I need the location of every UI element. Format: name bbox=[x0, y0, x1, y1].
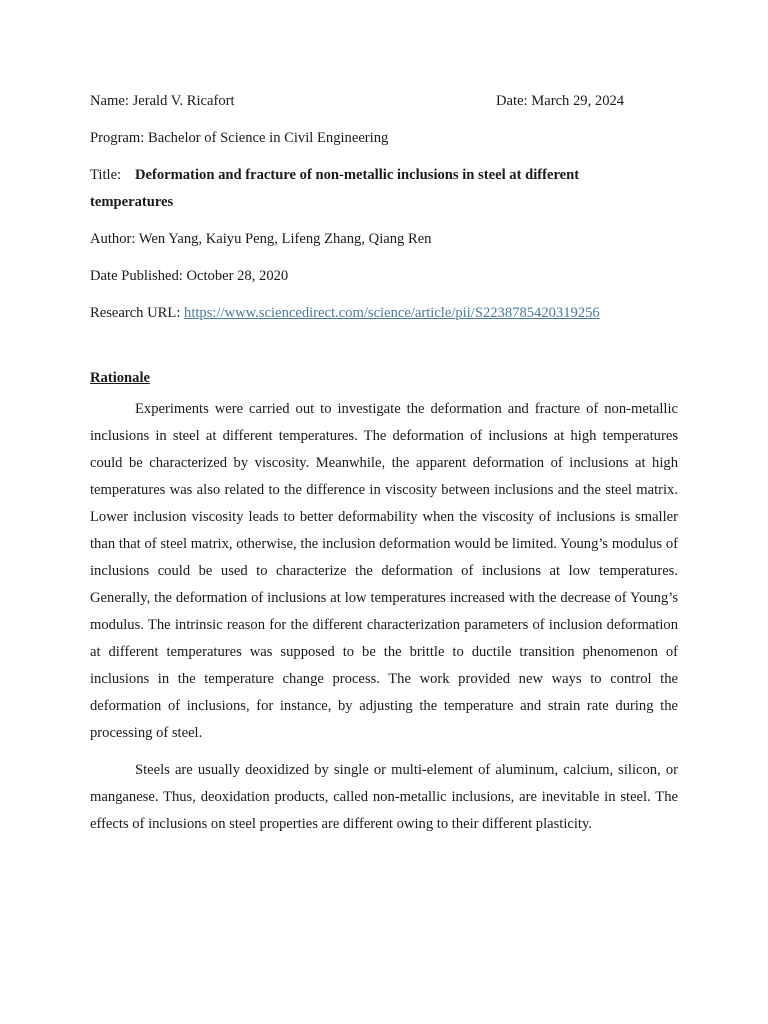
date-value: March 29, 2024 bbox=[531, 93, 625, 109]
title-field bbox=[90, 162, 678, 189]
research-url-field bbox=[90, 300, 678, 327]
research-url-link[interactable]: https://www.sciencedirect.com/science/article/pii/S2238785420319256 bbox=[184, 305, 600, 321]
rationale-heading: Rationale bbox=[90, 370, 150, 386]
title-value-line1: Deformation and fracture of non-metallic inclusions in steel at different bbox=[135, 167, 580, 183]
date-published-field bbox=[90, 263, 678, 290]
date-published-label: Date Published: bbox=[90, 268, 183, 284]
program-value: Bachelor of Science in Civil Engineering bbox=[147, 130, 389, 146]
name-value: Jerald V. Ricafort bbox=[132, 93, 235, 109]
title-label: Title: bbox=[90, 167, 122, 183]
document-page bbox=[90, 88, 678, 848]
author-value: Wen Yang, Kaiyu Peng, Lifeng Zhang, Qiang Ren bbox=[138, 231, 432, 247]
program-label: Program: bbox=[90, 130, 145, 146]
author-field bbox=[90, 226, 678, 253]
program-field bbox=[90, 125, 678, 152]
title-value-line2: temperatures bbox=[90, 194, 174, 210]
date-published-value: October 28, 2020 bbox=[186, 268, 289, 284]
header-name-date-row bbox=[90, 88, 678, 115]
name-label: Name: bbox=[90, 93, 129, 109]
author-label: Author: bbox=[90, 231, 136, 247]
name-field bbox=[90, 88, 235, 115]
research-url-label: Research URL: bbox=[90, 305, 181, 321]
rationale-paragraph-1: Experiments were carried out to investigate the deformation and fracture of non-metallic inclusions in steel at different temperatures. The deformation of inclusions at high temperatures could be characterized by viscosity. Meanwhile, the apparent deformation of inclusions at high temperatures was also related to the difference in viscosity between inclusions and the steel matrix. Lower inclusion viscosity leads to better deformability when the viscosity of inclusions is smaller than that of steel matrix, otherwise, the inclusion deformation would be limited. Young’s modulus of inclusions could be used to characterize the deformation of inclusions at low temperatures. Generally, the deformation of inclusions at low temperatures increased with the decrease of Young’s modulus. The intrinsic reason for the different characterization parameters of inclusion deformation at different temperatures was supposed to be the brittle to ductile transition phenomenon of inclusions in the temperature change process. The work provided new ways to control the deformation of inclusions, for instance, by adjusting the temperature and strain rate during the processing of steel. bbox=[90, 401, 678, 741]
rationale-paragraph-2: Steels are usually deoxidized by single or multi-element of aluminum, calcium, silicon, or manganese. Thus, deoxidation products, called non-metallic inclusions, are inevitable in steel. The effects of inclusions on steel properties are different owing to their different plasticity. bbox=[90, 762, 678, 832]
date-field bbox=[496, 88, 678, 115]
date-label: Date: bbox=[496, 93, 528, 109]
